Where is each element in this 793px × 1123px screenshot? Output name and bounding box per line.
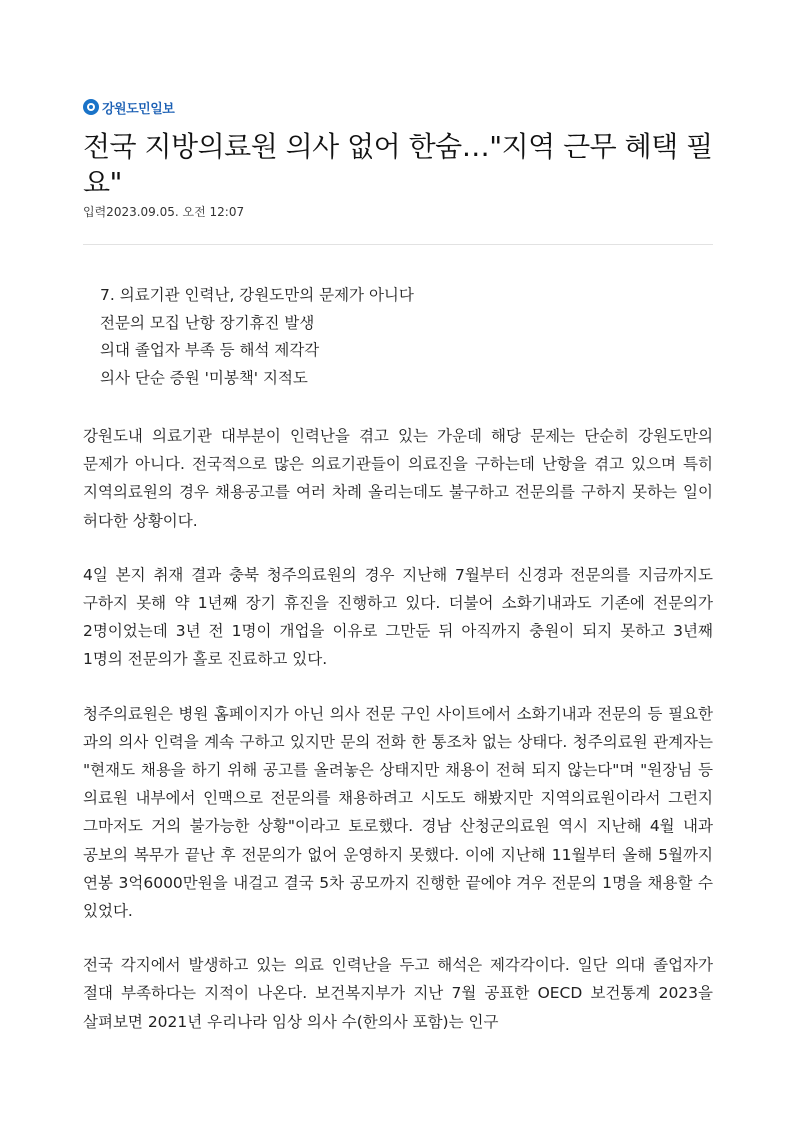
subhead-item: 의사 단순 증원 '미봉책' 지적도	[100, 368, 308, 387]
subhead-item: 의대 졸업자 부족 등 해석 제각각	[100, 341, 320, 359]
subhead-item: 7. 의료기관 인력난, 강원도만의 문제가 아니다	[100, 286, 414, 304]
article-title: 전국 지방의료원 의사 없어 한숨…"지역 근무 혜택 필요"	[83, 130, 713, 199]
article-subheads	[100, 282, 700, 392]
body-paragraph: 청주의료원은 병원 홈페이지가 아닌 의사 전문 구인 사이트에서 소화기내과 전문의 등 필요한 과의 의사 인력을 계속 구하고 있지만 문의 전화 한 통조차 없는 상태다. 청주의료원 관계자는 "현재도 채용을 하기 위해 공고를 올려놓은 상태지만 채용이 전혀 되지 않는다"며 "원장님 등 의료원 내부에서 인맥으로 전문의를 채용하려고 시도도 해봤지만 지역의료원이라서 그런지 그마저도 거의 불가능한 상황"이라고 토로했다. 경남 산청군의료원 역시 지난해 4월 내과 공보의 복무가 끝난 후 전문의가 없어 운영하지 못했다. 이에 지난해 11월부터 올해 5월까지 연봉 3억6000만원을 내걸고 결국 5차 공모까지 진행한 끝에야 겨우 전문의 1명을 채용할 수 있었다.	[83, 704, 713, 921]
press-brand[interactable]	[83, 97, 174, 117]
body-paragraph: 전국 각지에서 발생하고 있는 의료 인력난을 두고 해석은 제각각이다. 일단 의대 졸업자가 절대 부족하다는 지적이 나온다. 보건복지부가 지난 7월 공표한 OECD 보건통계 2023을 살펴보면 2021년 우리나라 임상 의사 수(한의사 포함)는 인구	[83, 956, 713, 1031]
body-paragraph: 4일 본지 취재 결과 충북 청주의료원의 경우 지난해 7월부터 신경과 전문의를 지금까지도 구하지 못해 약 1년째 장기 휴진을 진행하고 있다. 더불어 소화기내과도 기존에 전문의가 2명이었는데 3년 전 1명이 개업을 이유로 그만둔 뒤 아직까지 충원이 되지 못하고 3년째 1명의 전문의가 홀로 진료하고 있다.	[83, 565, 713, 669]
article-dateline: 입력2023.09.05. 오전 12:07	[83, 205, 245, 219]
header-divider	[83, 244, 713, 245]
gangwon-ilbo-logo-icon	[83, 99, 99, 115]
press-name: 강원도민일보	[102, 101, 175, 117]
subhead-item: 전문의 모집 난항 장기휴진 발생	[100, 313, 315, 332]
article-body	[83, 422, 713, 1062]
body-paragraph: 강원도내 의료기관 대부분이 인력난을 겪고 있는 가운데 해당 문제는 단순히 강원도만의 문제가 아니다. 전국적으로 많은 의료기관들이 의료진을 구하는데 난항을 겪고 있으며 특히 지역의료원의 경우 채용공고를 여러 차례 올리는데도 불구하고 전문의를 구하지 못하는 일이 허다한 상황이다.	[83, 427, 713, 530]
